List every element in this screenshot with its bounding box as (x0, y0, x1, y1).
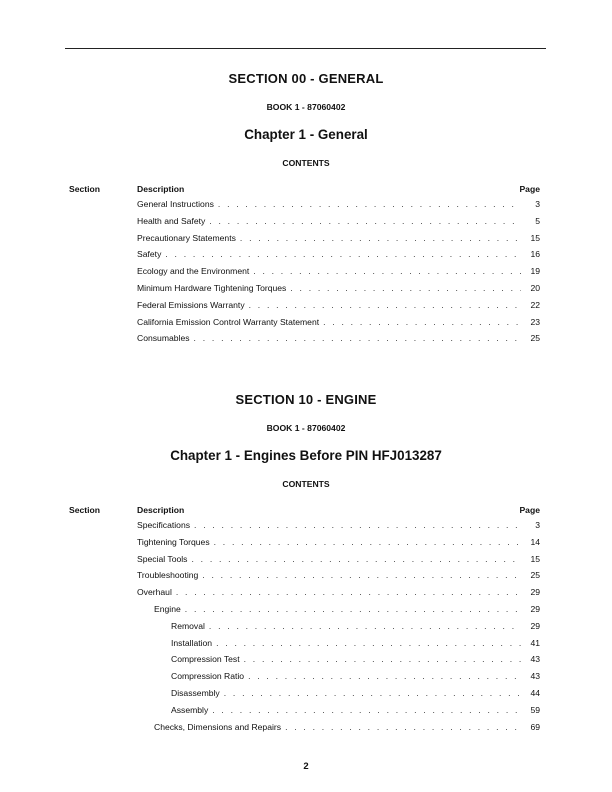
toc-list-engine (137, 520, 540, 738)
toc-entry-label: Ecology and the Environment (137, 266, 250, 277)
section-title: SECTION 00 - GENERAL (228, 71, 384, 86)
toc-entry-page: 15 (530, 232, 540, 243)
toc-entry-label: Compression Test (171, 654, 240, 665)
contents-heading: CONTENTS (282, 479, 330, 489)
toc-subentry[interactable] (137, 722, 540, 739)
toc-entry-label: Minimum Hardware Tightening Torques (137, 282, 287, 293)
toc-entry[interactable] (137, 249, 540, 266)
toc-subentry[interactable] (137, 604, 540, 621)
toc-entry-page: 29 (530, 587, 540, 598)
toc-entry[interactable] (137, 283, 540, 300)
toc-entry-label: Specifications (137, 520, 191, 530)
top-rule (65, 48, 546, 49)
toc-list-general (137, 199, 540, 350)
toc-entry-label: California Emission Control Warranty Statement (137, 316, 320, 327)
toc-entry-label: Engine (154, 603, 181, 614)
toc-entry-page: 16 (530, 249, 540, 260)
toc-entry[interactable] (137, 317, 540, 334)
toc-entry[interactable] (137, 216, 540, 233)
toc-entry[interactable] (137, 233, 540, 250)
column-header-page: Page (519, 184, 540, 194)
toc-entry-page: 5 (535, 215, 540, 226)
toc-entry-label: Disassembly (171, 687, 220, 698)
toc-entry-label: Removal (171, 620, 205, 631)
toc-entry-label: Overhaul (137, 587, 172, 598)
toc-subentry[interactable] (137, 654, 540, 671)
toc-entry-page: 19 (530, 266, 540, 277)
column-header-section: Section (69, 505, 101, 515)
toc-entry-page: 14 (530, 536, 540, 547)
toc-entry[interactable] (137, 333, 540, 350)
toc-entry[interactable] (137, 199, 540, 216)
column-header-description: Description (137, 184, 185, 194)
toc-entry-label: Checks, Dimensions and Repairs (154, 721, 282, 732)
toc-entry-page: 3 (535, 199, 540, 209)
toc-entry[interactable] (137, 537, 540, 554)
toc-entry-page: 44 (530, 687, 540, 698)
toc-subentry[interactable] (137, 705, 540, 722)
toc-entry-page: 25 (530, 570, 540, 581)
toc-entry-label: Compression Ratio (171, 671, 245, 682)
book-number: BOOK 1 - 87060402 (266, 423, 346, 433)
toc-subentry[interactable] (137, 621, 540, 638)
toc-entry-label: Assembly (171, 704, 209, 715)
toc-entry-page: 43 (530, 671, 540, 682)
toc-entry-page: 25 (530, 333, 540, 344)
toc-entry[interactable] (137, 520, 540, 537)
chapter-title: Chapter 1 - General (244, 127, 368, 142)
column-header-page: Page (519, 505, 540, 515)
toc-subentry[interactable] (137, 671, 540, 688)
toc-entry-page: 69 (530, 721, 540, 732)
toc-entry-label: Precautionary Statements (137, 232, 236, 243)
toc-subentry[interactable] (137, 688, 540, 705)
toc-subentry[interactable] (137, 638, 540, 655)
toc-entry[interactable] (137, 300, 540, 317)
toc-entry[interactable] (137, 266, 540, 283)
toc-entry[interactable] (137, 570, 540, 587)
toc-entry-label: Tightening Torques (137, 536, 210, 547)
toc-entry-label: General Instructions (137, 199, 214, 209)
toc-entry-page: 43 (530, 654, 540, 665)
section-title: SECTION 10 - ENGINE (235, 392, 377, 407)
chapter-title: Chapter 1 - Engines Before PIN HFJ013287 (170, 448, 442, 463)
toc-entry-page: 15 (530, 553, 540, 564)
toc-entry-label: Federal Emissions Warranty (137, 299, 245, 310)
toc-entry-page: 22 (530, 299, 540, 310)
toc-entry-page: 29 (530, 603, 540, 614)
toc-entry-page: 41 (530, 637, 540, 648)
toc-entry-page: 23 (530, 316, 540, 327)
toc-entry[interactable] (137, 554, 540, 571)
toc-entry-label: Troubleshooting (137, 570, 199, 581)
toc-entry-page: 29 (530, 620, 540, 631)
toc-entry-label: Special Tools (137, 553, 188, 564)
column-header-description: Description (137, 505, 185, 515)
book-number: BOOK 1 - 87060402 (266, 102, 346, 112)
page-number: 2 (303, 761, 309, 772)
toc-entry-label: Safety (137, 249, 162, 260)
toc-entry-page: 59 (530, 704, 540, 715)
contents-heading: CONTENTS (282, 158, 330, 168)
toc-entry-page: 20 (530, 282, 540, 293)
toc-entry-page: 3 (535, 520, 540, 530)
toc-entry-label: Health and Safety (137, 215, 206, 226)
toc-entry-label: Installation (171, 637, 213, 648)
toc-entry-label: Consumables (137, 333, 190, 344)
column-header-section: Section (69, 184, 101, 194)
toc-entry[interactable] (137, 587, 540, 604)
